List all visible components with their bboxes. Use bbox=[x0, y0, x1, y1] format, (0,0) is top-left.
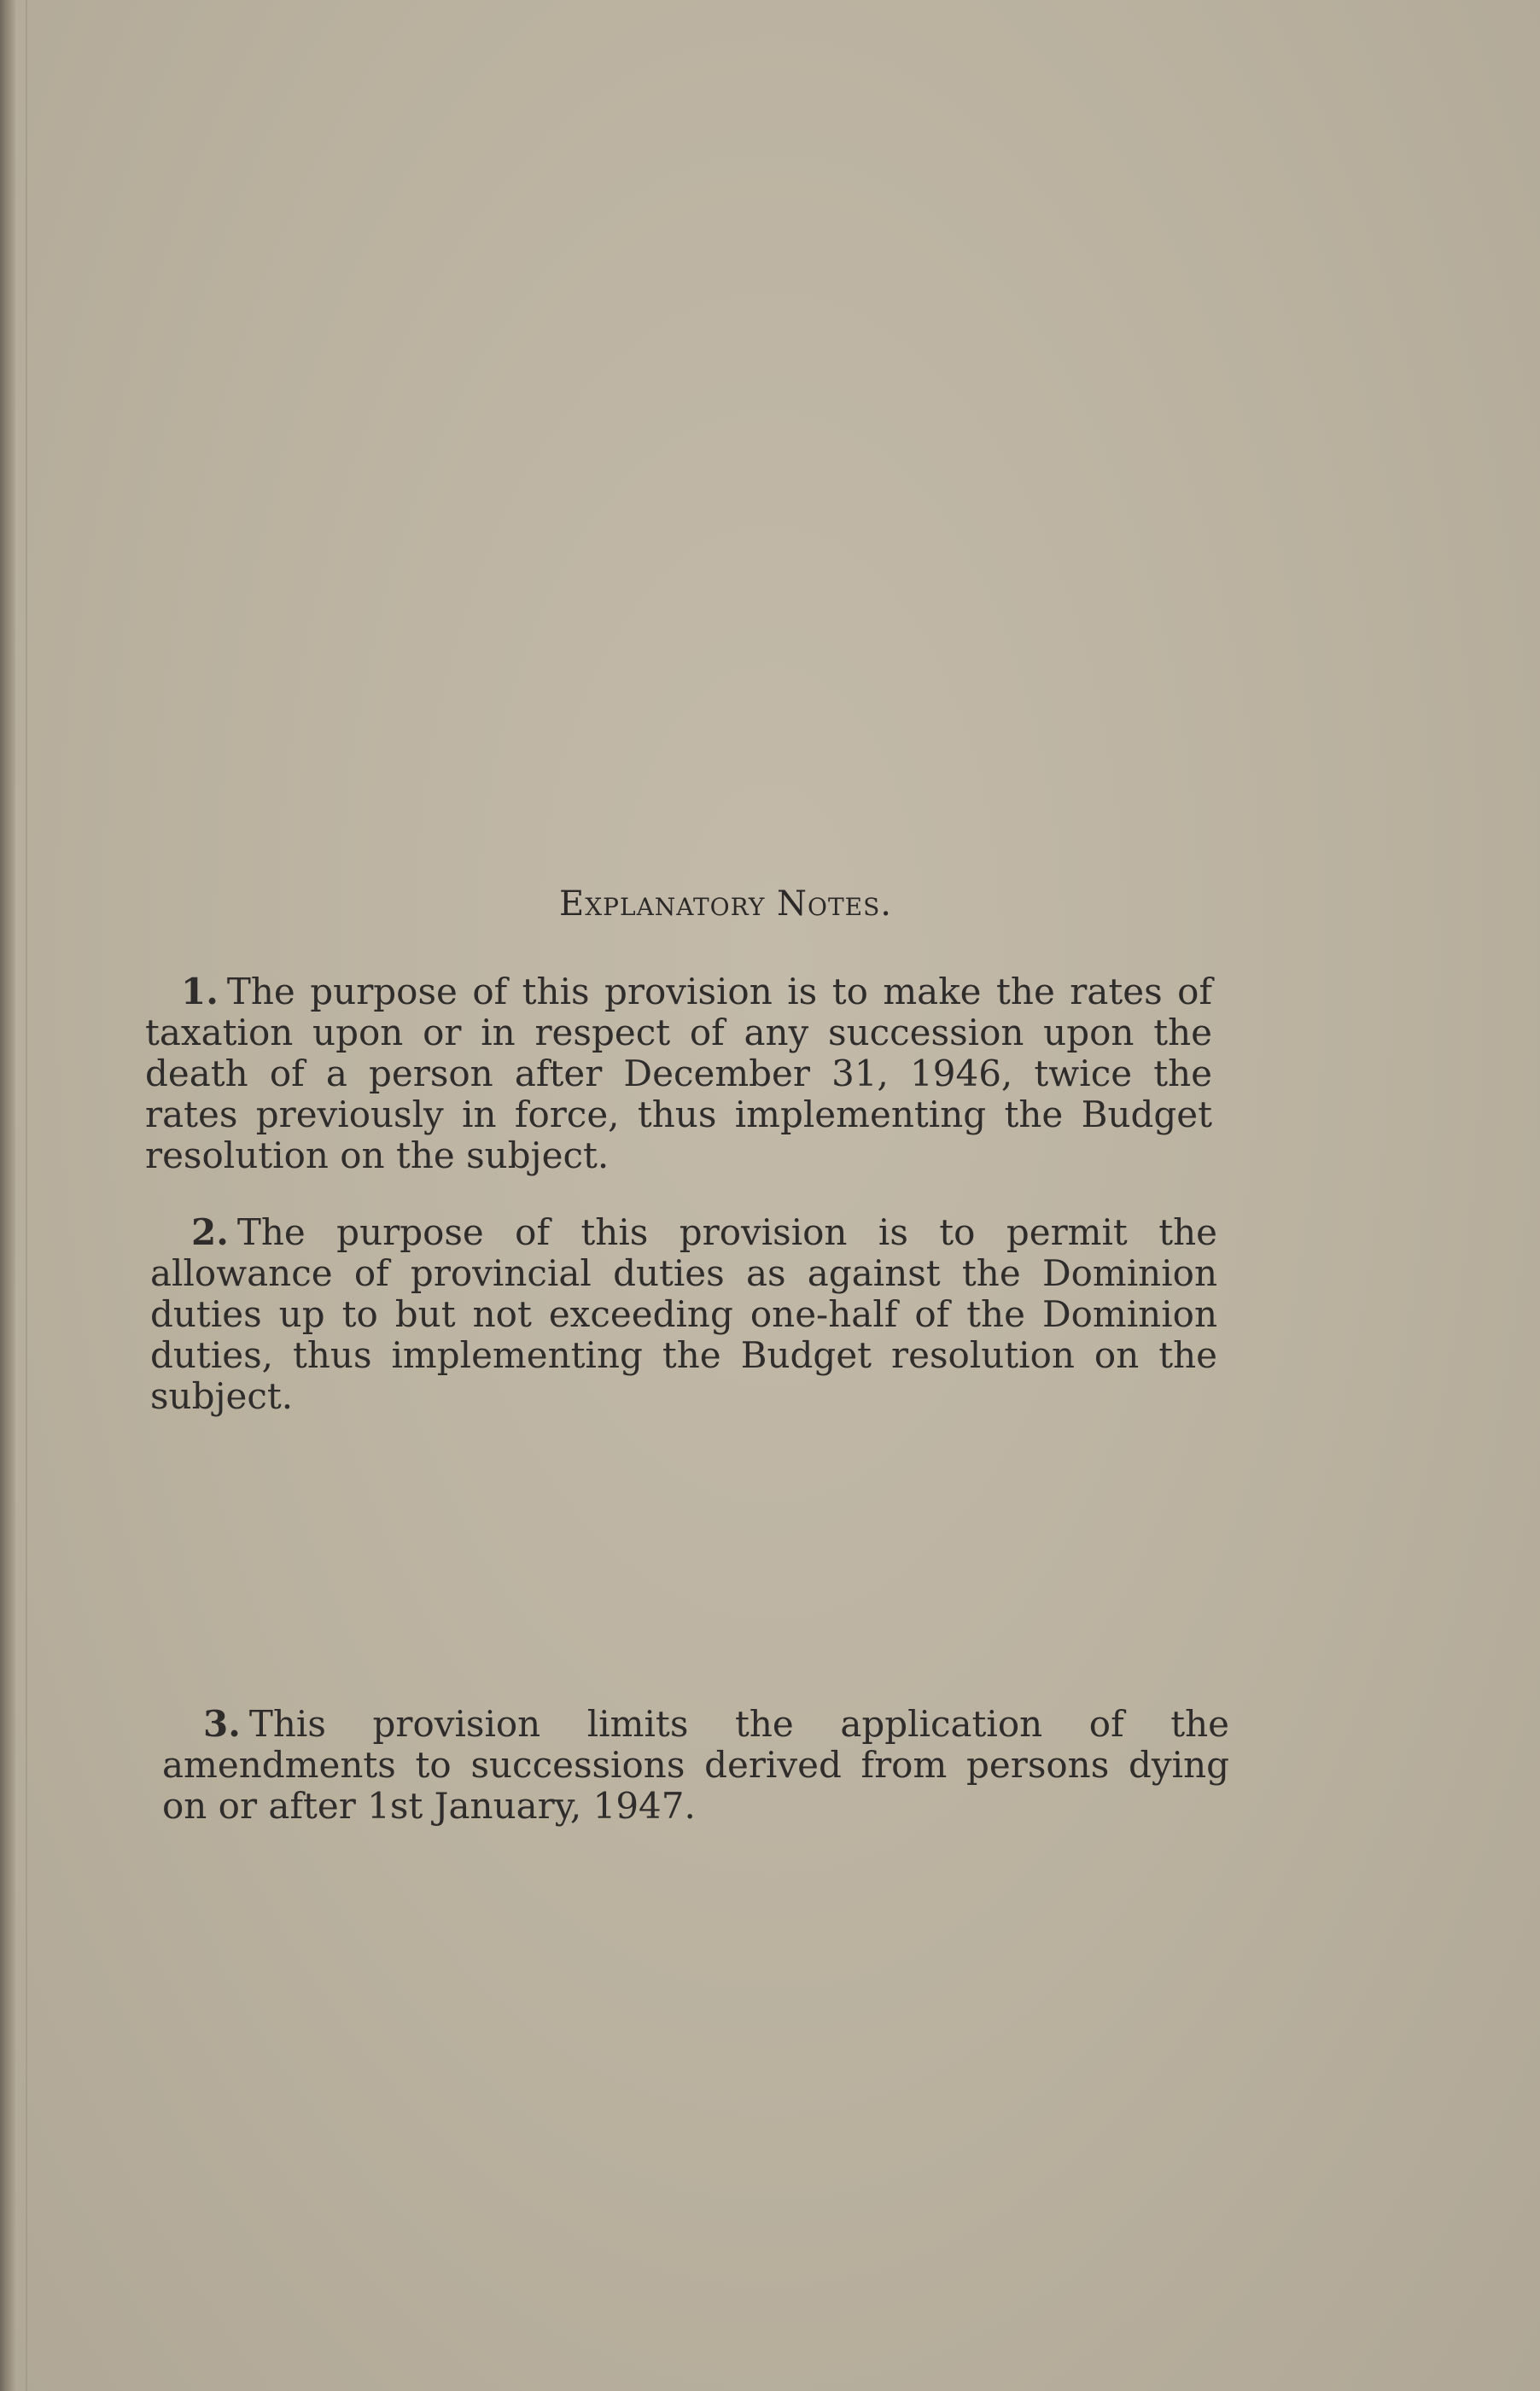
explanatory-notes-heading: Explanatory Notes. bbox=[559, 884, 892, 924]
note-2-text: The purpose of this provision is to permit the allowance of provincial duties as against the Dominion duties up to but not exceeding one-half of the Dominion duties, thus implementing the Budget resolution on the subject. bbox=[150, 1211, 1217, 1417]
note-3 bbox=[162, 1704, 1229, 1827]
binding-edge bbox=[0, 0, 15, 2391]
note-2 bbox=[150, 1212, 1217, 1417]
note-1 bbox=[145, 971, 1212, 1176]
note-3-text: This provision limits the application of the amendments to successions derived from persons dying on or after 1st January, 1947. bbox=[162, 1703, 1229, 1827]
note-1-number: 1. bbox=[181, 971, 219, 1012]
note-3-number: 3. bbox=[203, 1703, 241, 1745]
note-2-number: 2. bbox=[191, 1211, 229, 1253]
note-1-text: The purpose of this provision is to make the rates of taxation upon or in respect of any succession upon the death of a person after December 31, 1946, twice the rates previously in force, thus implementing the Budget resolution on the subject. bbox=[145, 971, 1212, 1176]
binding-line bbox=[26, 0, 27, 2391]
